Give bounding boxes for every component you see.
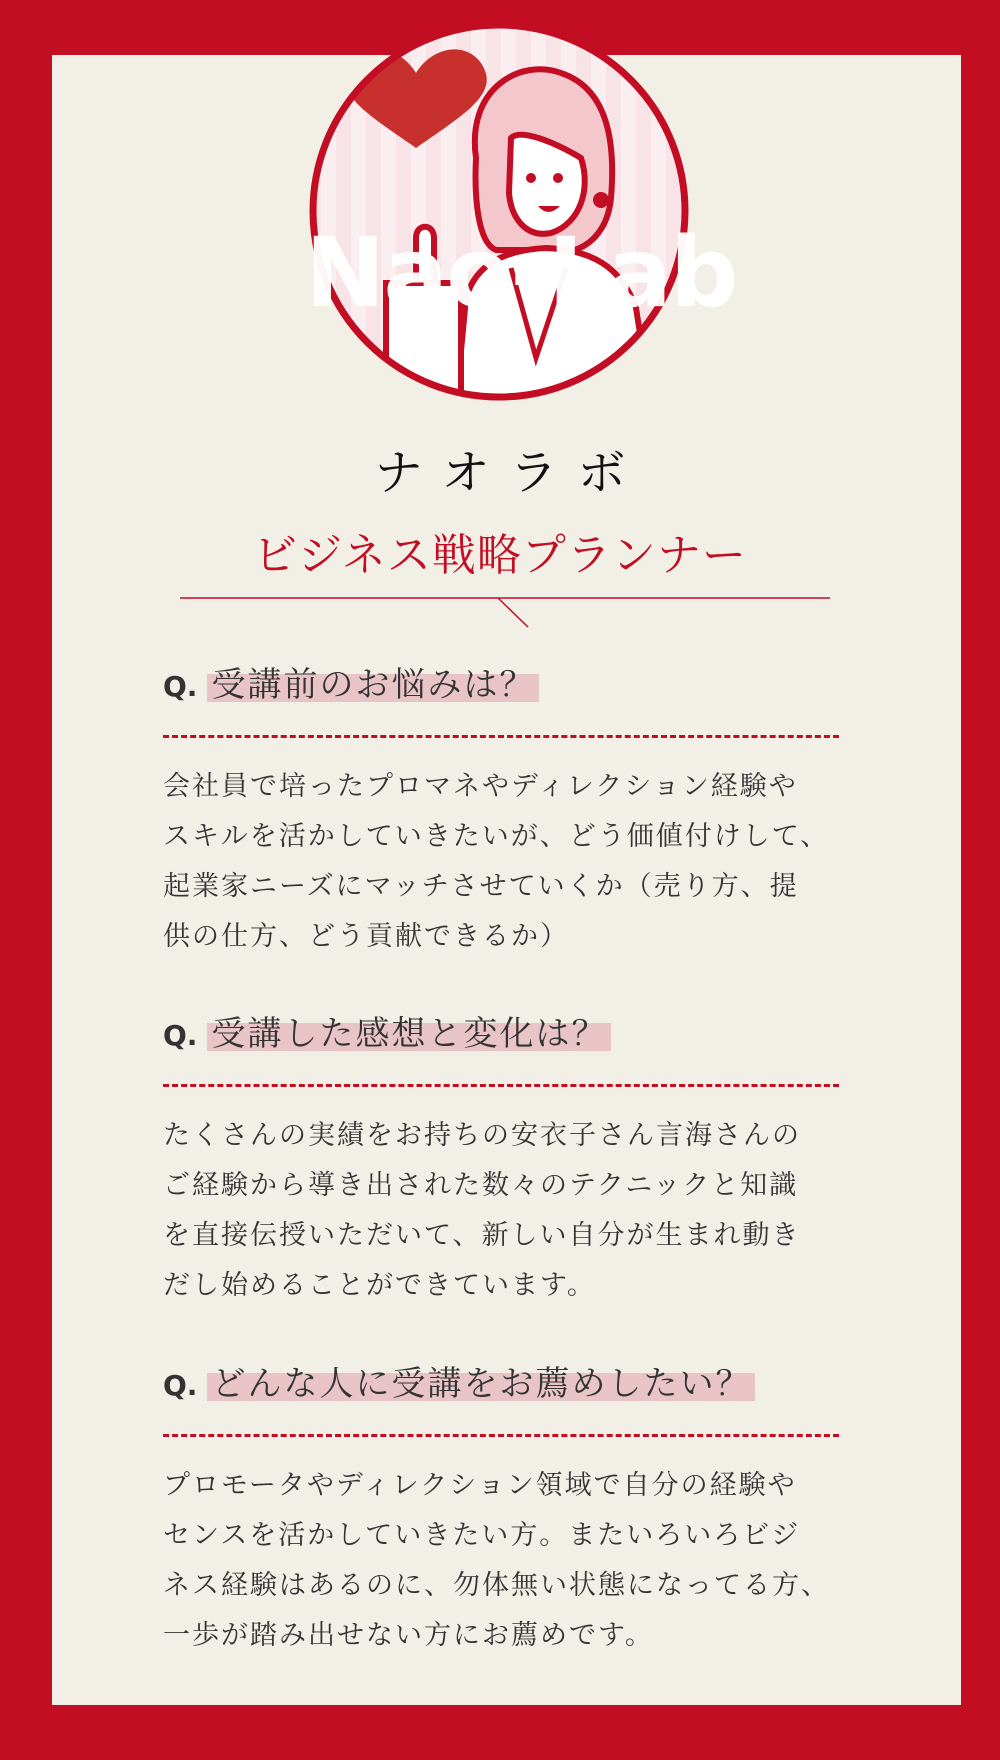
- qa-block-2: [163, 1006, 843, 1311]
- profile-name: ナオラボ: [374, 445, 646, 501]
- question-row: [163, 1006, 843, 1056]
- question-text: 受講前のお悩みは？: [207, 657, 539, 706]
- dashed-divider: [163, 1084, 839, 1087]
- question-prefix: Q.: [163, 1019, 198, 1052]
- profile-role: ビジネス戦略プランナー: [253, 530, 747, 581]
- answer-text: 会社員で培ったプロマネやディレクション経験や スキルを活かしていきたいが、どう価値付けして、 起業家ニーズにマッチさせていくか（売り方、提 供の仕方、どう貢献できるか）: [163, 771, 830, 952]
- question-row: [163, 1356, 843, 1406]
- answer-text: たくさんの実績をお持ちの安衣子さん言海さんの ご経験から導き出された数々のテクニックと知識 を直接伝授いただいて、新しい自分が生まれ動き だし始めることができています。: [163, 1120, 801, 1301]
- title-divider: [180, 595, 830, 630]
- logo-text: Nao-Lab: [305, 217, 737, 329]
- question-prefix: Q.: [163, 1369, 198, 1402]
- avatar: [306, 18, 692, 404]
- avatar-illustration: [306, 18, 692, 404]
- question-text: 受講した感想と変化は？: [207, 1006, 611, 1055]
- question-prefix: Q.: [163, 670, 198, 703]
- answer-text: プロモータやディレクション領域で自分の経験や センスを活かしていきたい方。またいろいろビジ ネス経験はあるのに、勿体無い状態になってる方、 一歩が踏み出せない方にお薦めです。: [163, 1470, 830, 1651]
- dashed-divider: [163, 1434, 839, 1437]
- dashed-divider: [163, 735, 839, 738]
- question-row: [163, 657, 843, 707]
- question-text: どんな人に受講をお薦めしたい？: [207, 1356, 755, 1405]
- qa-block-1: [163, 657, 843, 962]
- qa-block-3: [163, 1356, 843, 1661]
